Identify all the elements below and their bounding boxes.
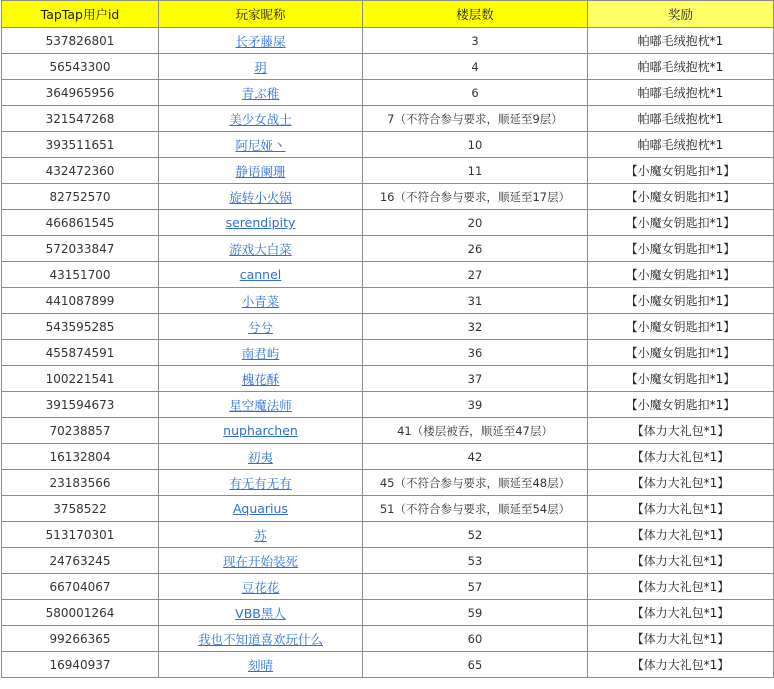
- nickname-link[interactable]: nupharchen: [223, 423, 298, 438]
- table-row: [2, 522, 774, 548]
- nickname-link[interactable]: cannel: [239, 267, 282, 282]
- user-id-cell: 513170301: [2, 522, 159, 548]
- nickname-link[interactable]: 豆花花: [241, 579, 280, 595]
- nickname-cell: [159, 132, 363, 158]
- reward-cell: 【小魔女钥匙扣*1】: [588, 184, 774, 210]
- floor-cell: 60: [363, 626, 588, 652]
- table-row: [2, 548, 774, 574]
- table-row: [2, 652, 774, 678]
- table-body: [2, 28, 774, 678]
- user-id-cell: 82752570: [2, 184, 159, 210]
- user-id-cell: 441087899: [2, 288, 159, 314]
- nickname-cell: [159, 470, 363, 496]
- nickname-cell: [159, 80, 363, 106]
- header-user-id: TapTap用户id: [2, 1, 159, 28]
- table-row: [2, 184, 774, 210]
- nickname-cell: [159, 210, 363, 236]
- nickname-cell: [159, 496, 363, 522]
- header-nickname: 玩家昵称: [159, 1, 363, 28]
- user-id-cell: 3758522: [2, 496, 159, 522]
- nickname-cell: [159, 392, 363, 418]
- user-id-cell: 572033847: [2, 236, 159, 262]
- user-id-cell: 16940937: [2, 652, 159, 678]
- reward-cell: 【体力大礼包*1】: [588, 548, 774, 574]
- user-id-cell: 543595285: [2, 314, 159, 340]
- nickname-link[interactable]: 玥: [254, 59, 267, 75]
- reward-cell: 【小魔女钥匙扣*1】: [588, 392, 774, 418]
- nickname-link[interactable]: 我也不知道喜欢玩什么: [197, 631, 323, 647]
- floor-cell: 36: [363, 340, 588, 366]
- user-id-cell: 70238857: [2, 418, 159, 444]
- nickname-link[interactable]: 阿尼娅丶: [235, 137, 286, 153]
- table-row: [2, 600, 774, 626]
- nickname-cell: [159, 600, 363, 626]
- user-id-cell: 455874591: [2, 340, 159, 366]
- nickname-link[interactable]: 苏: [254, 527, 267, 543]
- nickname-cell: [159, 652, 363, 678]
- reward-cell: 【小魔女钥匙扣*1】: [588, 340, 774, 366]
- nickname-cell: [159, 626, 363, 652]
- nickname-cell: [159, 288, 363, 314]
- floor-cell: 11: [363, 158, 588, 184]
- floor-cell: 16（不符合参与要求，顺延至17层）: [363, 184, 588, 210]
- floor-cell: 4: [363, 54, 588, 80]
- nickname-cell: [159, 262, 363, 288]
- floor-cell: 20: [363, 210, 588, 236]
- floor-cell: 41（楼层被吞，顺延至47层）: [363, 418, 588, 444]
- user-id-cell: 391594673: [2, 392, 159, 418]
- reward-cell: 【体力大礼包*1】: [588, 444, 774, 470]
- floor-cell: 53: [363, 548, 588, 574]
- nickname-cell: [159, 548, 363, 574]
- reward-cell: 【体力大礼包*1】: [588, 626, 774, 652]
- table-row: [2, 28, 774, 54]
- reward-cell: 【体力大礼包*1】: [588, 418, 774, 444]
- winners-table: [1, 0, 774, 678]
- nickname-link[interactable]: 旋转小火锅: [229, 189, 292, 205]
- user-id-cell: 321547268: [2, 106, 159, 132]
- nickname-cell: [159, 28, 363, 54]
- floor-cell: 65: [363, 652, 588, 678]
- nickname-cell: [159, 574, 363, 600]
- user-id-cell: 580001264: [2, 600, 159, 626]
- table-row: [2, 626, 774, 652]
- table-row: [2, 132, 774, 158]
- nickname-cell: [159, 158, 363, 184]
- floor-cell: 32: [363, 314, 588, 340]
- nickname-link[interactable]: 美少女战士: [229, 111, 292, 127]
- table-row: [2, 288, 774, 314]
- floor-cell: 10: [363, 132, 588, 158]
- nickname-link[interactable]: 长矛藤屎: [235, 33, 286, 49]
- reward-cell: 帕嘟毛绒抱枕*1: [588, 80, 774, 106]
- floor-cell: 27: [363, 262, 588, 288]
- table-row: [2, 262, 774, 288]
- table-row: [2, 496, 774, 522]
- user-id-cell: 393511651: [2, 132, 159, 158]
- floor-cell: 7（不符合参与要求，顺延至9层）: [363, 106, 588, 132]
- floor-cell: 6: [363, 80, 588, 106]
- table-row: [2, 418, 774, 444]
- floor-cell: 51（不符合参与要求，顺延至54层）: [363, 496, 588, 522]
- nickname-link[interactable]: 静语阑珊: [235, 163, 286, 179]
- reward-cell: 帕嘟毛绒抱枕*1: [588, 106, 774, 132]
- nickname-link[interactable]: 初夷: [247, 449, 273, 465]
- user-id-cell: 66704067: [2, 574, 159, 600]
- reward-cell: 帕嘟毛绒抱枕*1: [588, 54, 774, 80]
- header-floor: 楼层数: [363, 1, 588, 28]
- nickname-link[interactable]: 兮兮: [247, 319, 273, 335]
- reward-cell: 【小魔女钥匙扣*1】: [588, 366, 774, 392]
- nickname-link[interactable]: VBB黑人: [235, 605, 286, 621]
- nickname-link[interactable]: 游戏大白菜: [229, 241, 292, 257]
- user-id-cell: 364965956: [2, 80, 159, 106]
- nickname-link[interactable]: 槐花酥: [241, 371, 280, 387]
- user-id-cell: 100221541: [2, 366, 159, 392]
- table-row: [2, 444, 774, 470]
- table-row: [2, 106, 774, 132]
- user-id-cell: 56543300: [2, 54, 159, 80]
- reward-cell: 【小魔女钥匙扣*1】: [588, 262, 774, 288]
- user-id-cell: 99266365: [2, 626, 159, 652]
- table-row: [2, 314, 774, 340]
- nickname-link[interactable]: serendipity: [225, 215, 296, 230]
- floor-cell: 3: [363, 28, 588, 54]
- table-row: [2, 340, 774, 366]
- table-row: [2, 54, 774, 80]
- table-row: [2, 366, 774, 392]
- reward-cell: 【小魔女钥匙扣*1】: [588, 158, 774, 184]
- nickname-link[interactable]: 南君屿: [241, 345, 280, 361]
- nickname-cell: [159, 418, 363, 444]
- user-id-cell: 537826801: [2, 28, 159, 54]
- floor-cell: 45（不符合参与要求，顺延至48层）: [363, 470, 588, 496]
- reward-cell: 【小魔女钥匙扣*1】: [588, 236, 774, 262]
- floor-cell: 42: [363, 444, 588, 470]
- table-row: [2, 470, 774, 496]
- header-reward: 奖励: [588, 1, 774, 28]
- reward-cell: 【体力大礼包*1】: [588, 522, 774, 548]
- reward-cell: 【体力大礼包*1】: [588, 470, 774, 496]
- nickname-cell: [159, 366, 363, 392]
- user-id-cell: 432472360: [2, 158, 159, 184]
- nickname-cell: [159, 106, 363, 132]
- user-id-cell: 23183566: [2, 470, 159, 496]
- reward-cell: 【体力大礼包*1】: [588, 652, 774, 678]
- nickname-link[interactable]: Aquarius: [233, 501, 288, 516]
- floor-cell: 52: [363, 522, 588, 548]
- nickname-cell: [159, 54, 363, 80]
- nickname-link[interactable]: 现在开始装死: [222, 553, 298, 569]
- table-row: [2, 80, 774, 106]
- reward-cell: 【体力大礼包*1】: [588, 574, 774, 600]
- nickname-link[interactable]: 星空魔法师: [229, 397, 292, 413]
- table-row: [2, 210, 774, 236]
- nickname-cell: [159, 314, 363, 340]
- nickname-cell: [159, 236, 363, 262]
- nickname-link[interactable]: 小青菜: [241, 293, 280, 309]
- reward-cell: 帕嘟毛绒抱枕*1: [588, 132, 774, 158]
- reward-cell: 【小魔女钥匙扣*1】: [588, 288, 774, 314]
- header-row: [2, 1, 774, 28]
- table-row: [2, 236, 774, 262]
- reward-cell: 【体力大礼包*1】: [588, 600, 774, 626]
- floor-cell: 26: [363, 236, 588, 262]
- nickname-cell: [159, 522, 363, 548]
- table-row: [2, 158, 774, 184]
- floor-cell: 57: [363, 574, 588, 600]
- reward-cell: 【体力大礼包*1】: [588, 496, 774, 522]
- nickname-link[interactable]: 有无有无有: [229, 475, 292, 491]
- nickname-cell: [159, 340, 363, 366]
- reward-cell: 帕嘟毛绒抱枕*1: [588, 28, 774, 54]
- user-id-cell: 43151700: [2, 262, 159, 288]
- floor-cell: 31: [363, 288, 588, 314]
- nickname-link[interactable]: 青ぶ稚: [241, 85, 280, 101]
- table-row: [2, 574, 774, 600]
- floor-cell: 59: [363, 600, 588, 626]
- nickname-link[interactable]: 刻晴: [247, 657, 273, 673]
- user-id-cell: 466861545: [2, 210, 159, 236]
- reward-cell: 【小魔女钥匙扣*1】: [588, 210, 774, 236]
- reward-cell: 【小魔女钥匙扣*1】: [588, 314, 774, 340]
- floor-cell: 37: [363, 366, 588, 392]
- table-row: [2, 392, 774, 418]
- floor-cell: 39: [363, 392, 588, 418]
- user-id-cell: 24763245: [2, 548, 159, 574]
- nickname-cell: [159, 184, 363, 210]
- user-id-cell: 16132804: [2, 444, 159, 470]
- nickname-cell: [159, 444, 363, 470]
